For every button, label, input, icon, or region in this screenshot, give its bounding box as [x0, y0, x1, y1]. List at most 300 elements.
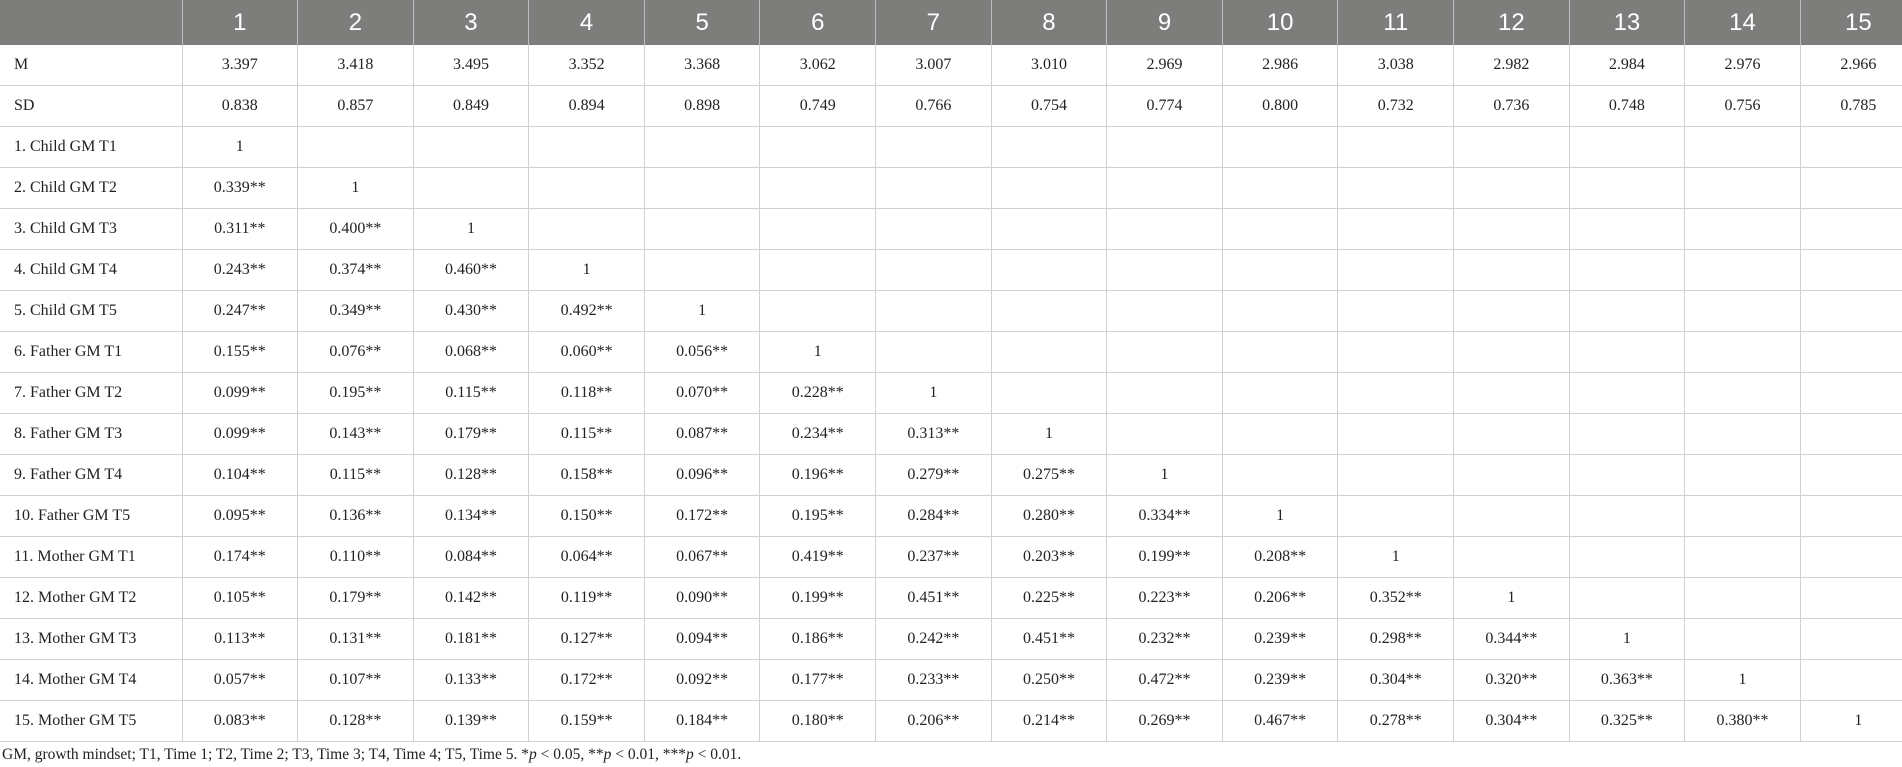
table-cell: 0.849: [413, 86, 529, 127]
table-cell: [876, 291, 992, 332]
table-row: [0, 619, 1902, 660]
table-cell: 3.495: [413, 45, 529, 86]
table-cell: 0.250**: [991, 660, 1107, 701]
table-cell: 1: [760, 332, 876, 373]
table-cell: 0.279**: [876, 455, 992, 496]
footnote-italic-p: p: [603, 746, 612, 763]
table-row: [0, 127, 1902, 168]
table-cell: 0.104**: [182, 455, 298, 496]
table-cell: 0.179**: [413, 414, 529, 455]
table-cell: 0.131**: [298, 619, 414, 660]
table-cell: 0.195**: [760, 496, 876, 537]
table-cell: 0.304**: [1338, 660, 1454, 701]
table-cell: 1: [298, 168, 414, 209]
table-cell: 1: [1222, 496, 1338, 537]
row-label: 6. Father GM T1: [0, 332, 182, 373]
table-cell: 0.430**: [413, 291, 529, 332]
table-cell: [413, 127, 529, 168]
table-cell: 0.134**: [413, 496, 529, 537]
table-cell: [876, 168, 992, 209]
table-cell: [1685, 168, 1801, 209]
table-cell: [644, 250, 760, 291]
table-cell: 1: [1685, 660, 1801, 701]
table-cell: [1107, 332, 1223, 373]
table-cell: [991, 373, 1107, 414]
table-cell: 0.785: [1800, 86, 1902, 127]
table-cell: 0.083**: [182, 701, 298, 742]
row-label: 10. Father GM T5: [0, 496, 182, 537]
table-cell: [1800, 127, 1902, 168]
table-cell: 1: [644, 291, 760, 332]
table-cell: 0.113**: [182, 619, 298, 660]
table-cell: 0.107**: [298, 660, 414, 701]
table-cell: 0.177**: [760, 660, 876, 701]
table-cell: [1107, 168, 1223, 209]
column-header-5: 5: [644, 0, 760, 45]
table-cell: [876, 332, 992, 373]
table-cell: 0.223**: [1107, 578, 1223, 619]
table-cell: 1: [413, 209, 529, 250]
table-cell: [1454, 168, 1570, 209]
table-cell: 0.186**: [760, 619, 876, 660]
table-cell: [1685, 250, 1801, 291]
table-cell: [1454, 414, 1570, 455]
table-cell: [1222, 250, 1338, 291]
table-cell: [760, 127, 876, 168]
table-cell: [413, 168, 529, 209]
table-cell: 0.748: [1569, 86, 1685, 127]
table-row: [0, 86, 1902, 127]
table-cell: 0.195**: [298, 373, 414, 414]
table-cell: 0.349**: [298, 291, 414, 332]
table-cell: 0.084**: [413, 537, 529, 578]
table-cell: 0.233**: [876, 660, 992, 701]
column-header-7: 7: [876, 0, 992, 45]
table-cell: [1222, 332, 1338, 373]
row-label: 14. Mother GM T4: [0, 660, 182, 701]
table-cell: 2.976: [1685, 45, 1801, 86]
table-row: [0, 250, 1902, 291]
table-cell: 0.184**: [644, 701, 760, 742]
table-cell: 1: [529, 250, 645, 291]
table-cell: [1685, 291, 1801, 332]
table-row: [0, 45, 1902, 86]
table-cell: [1685, 127, 1801, 168]
table-cell: 0.174**: [182, 537, 298, 578]
footnote-italic-p: p: [686, 746, 694, 763]
table-cell: [1685, 496, 1801, 537]
footnote-italic-p: p: [529, 746, 537, 763]
table-cell: 1: [1800, 701, 1902, 742]
table-cell: 0.311**: [182, 209, 298, 250]
table-cell: [1454, 209, 1570, 250]
table-cell: 0.800: [1222, 86, 1338, 127]
table-cell: 0.060**: [529, 332, 645, 373]
footnote-text: < 0.01, ***: [611, 746, 686, 763]
table-cell: 0.158**: [529, 455, 645, 496]
table-cell: 0.400**: [298, 209, 414, 250]
table-cell: 0.243**: [182, 250, 298, 291]
table-cell: [1800, 537, 1902, 578]
table-cell: 0.133**: [413, 660, 529, 701]
table-row: [0, 332, 1902, 373]
table-cell: [529, 209, 645, 250]
table-cell: [1454, 332, 1570, 373]
table-cell: [1338, 455, 1454, 496]
table-cell: 0.838: [182, 86, 298, 127]
table-cell: 0.232**: [1107, 619, 1223, 660]
header-row: [0, 0, 1902, 45]
table-cell: 0.105**: [182, 578, 298, 619]
table-cell: 0.096**: [644, 455, 760, 496]
table-cell: 3.010: [991, 45, 1107, 86]
table-cell: 0.127**: [529, 619, 645, 660]
table-cell: 0.110**: [298, 537, 414, 578]
table-cell: [1338, 373, 1454, 414]
table-cell: 0.460**: [413, 250, 529, 291]
table-cell: 2.966: [1800, 45, 1902, 86]
table-cell: [760, 291, 876, 332]
table-cell: [644, 209, 760, 250]
row-label: 7. Father GM T2: [0, 373, 182, 414]
table-cell: 0.278**: [1338, 701, 1454, 742]
table-cell: [1222, 455, 1338, 496]
table-cell: 0.898: [644, 86, 760, 127]
table-cell: 0.092**: [644, 660, 760, 701]
table-cell: [876, 250, 992, 291]
table-cell: 0.280**: [991, 496, 1107, 537]
table-cell: 3.418: [298, 45, 414, 86]
row-label: 3. Child GM T3: [0, 209, 182, 250]
table-header: [0, 0, 1902, 45]
table-cell: 0.115**: [298, 455, 414, 496]
table-cell: 0.139**: [413, 701, 529, 742]
row-label: 5. Child GM T5: [0, 291, 182, 332]
table-cell: [1685, 578, 1801, 619]
table-cell: [1569, 414, 1685, 455]
table-cell: [1685, 537, 1801, 578]
table-cell: [1569, 332, 1685, 373]
table-row: [0, 168, 1902, 209]
table-cell: [1454, 373, 1570, 414]
table-cell: 0.225**: [991, 578, 1107, 619]
table-cell: [1454, 496, 1570, 537]
table-cell: 0.180**: [760, 701, 876, 742]
table-cell: 2.984: [1569, 45, 1685, 86]
row-label: 11. Mother GM T1: [0, 537, 182, 578]
table-cell: 0.766: [876, 86, 992, 127]
table-cell: [1338, 127, 1454, 168]
table-cell: [529, 127, 645, 168]
row-label: 13. Mother GM T3: [0, 619, 182, 660]
row-label: 4. Child GM T4: [0, 250, 182, 291]
table-cell: 0.492**: [529, 291, 645, 332]
table-cell: 0.199**: [760, 578, 876, 619]
table-cell: 0.196**: [760, 455, 876, 496]
table-cell: [1800, 209, 1902, 250]
row-label: 1. Child GM T1: [0, 127, 182, 168]
table-row: [0, 537, 1902, 578]
table-cell: 2.969: [1107, 45, 1223, 86]
table-cell: [991, 209, 1107, 250]
table-cell: 0.239**: [1222, 660, 1338, 701]
table-cell: [1338, 209, 1454, 250]
table-cell: 0.756: [1685, 86, 1801, 127]
column-header-3: 3: [413, 0, 529, 45]
table-row: [0, 660, 1902, 701]
table-cell: [1800, 250, 1902, 291]
table-cell: 0.119**: [529, 578, 645, 619]
table-cell: [1569, 250, 1685, 291]
table-cell: [1569, 168, 1685, 209]
footnote-text: GM, growth mindset; T1, Time 1; T2, Time 2; T3, Time 3; T4, Time 4; T5, Time 5. *: [2, 746, 529, 763]
table-cell: [1685, 373, 1801, 414]
table-cell: [1800, 619, 1902, 660]
table-cell: 0.099**: [182, 414, 298, 455]
table-cell: 0.203**: [991, 537, 1107, 578]
table-row: [0, 414, 1902, 455]
table-cell: 0.334**: [1107, 496, 1223, 537]
table-cell: 0.472**: [1107, 660, 1223, 701]
table-cell: 0.199**: [1107, 537, 1223, 578]
table-cell: [1569, 127, 1685, 168]
table-cell: 0.056**: [644, 332, 760, 373]
table-cell: 1: [991, 414, 1107, 455]
column-header-9: 9: [1107, 0, 1223, 45]
table-cell: [1107, 414, 1223, 455]
table-cell: 0.234**: [760, 414, 876, 455]
table-cell: 0.094**: [644, 619, 760, 660]
table-cell: [991, 127, 1107, 168]
table-row: [0, 496, 1902, 537]
table-cell: 3.038: [1338, 45, 1454, 86]
table-cell: 0.339**: [182, 168, 298, 209]
table-cell: [1338, 332, 1454, 373]
table-cell: [1569, 373, 1685, 414]
table-cell: [1222, 168, 1338, 209]
table-cell: [760, 168, 876, 209]
table-cell: 0.344**: [1454, 619, 1570, 660]
table-cell: 0.155**: [182, 332, 298, 373]
table-cell: 0.419**: [760, 537, 876, 578]
table-cell: [991, 332, 1107, 373]
table-cell: 3.352: [529, 45, 645, 86]
table-cell: 0.159**: [529, 701, 645, 742]
footnote-text: < 0.01.: [693, 746, 742, 763]
table-cell: 0.363**: [1569, 660, 1685, 701]
table-cell: [991, 291, 1107, 332]
footnote-text: < 0.05, **: [536, 746, 604, 763]
column-header-2: 2: [298, 0, 414, 45]
table-cell: 0.320**: [1454, 660, 1570, 701]
column-header-11: 11: [1338, 0, 1454, 45]
table-cell: [760, 209, 876, 250]
table-cell: [1800, 660, 1902, 701]
table-cell: 3.368: [644, 45, 760, 86]
table-cell: 0.099**: [182, 373, 298, 414]
column-header-15: 15: [1800, 0, 1902, 45]
table-cell: 0.736: [1454, 86, 1570, 127]
table-cell: 2.986: [1222, 45, 1338, 86]
table-cell: [1685, 619, 1801, 660]
table-cell: [1800, 455, 1902, 496]
table-body: [0, 45, 1902, 742]
table-cell: [1454, 537, 1570, 578]
table-cell: [1800, 373, 1902, 414]
table-cell: 0.275**: [991, 455, 1107, 496]
table-cell: 0.451**: [991, 619, 1107, 660]
table-cell: [760, 250, 876, 291]
table-cell: [1800, 578, 1902, 619]
table-row: [0, 701, 1902, 742]
table-cell: [1338, 291, 1454, 332]
row-label: 2. Child GM T2: [0, 168, 182, 209]
table-cell: 0.214**: [991, 701, 1107, 742]
table-cell: [991, 168, 1107, 209]
table-cell: 0.857: [298, 86, 414, 127]
table-cell: 0.067**: [644, 537, 760, 578]
table-cell: [1338, 168, 1454, 209]
table-cell: 0.115**: [413, 373, 529, 414]
table-cell: 0.237**: [876, 537, 992, 578]
table-cell: [1569, 209, 1685, 250]
table-cell: [1338, 250, 1454, 291]
table-cell: [1454, 250, 1570, 291]
row-label: 9. Father GM T4: [0, 455, 182, 496]
table-cell: 0.239**: [1222, 619, 1338, 660]
column-header-10: 10: [1222, 0, 1338, 45]
table-cell: 0.247**: [182, 291, 298, 332]
table-cell: [1685, 414, 1801, 455]
row-label: 8. Father GM T3: [0, 414, 182, 455]
table-cell: 0.774: [1107, 86, 1223, 127]
column-header-4: 4: [529, 0, 645, 45]
table-cell: 0.090**: [644, 578, 760, 619]
table-cell: 0.142**: [413, 578, 529, 619]
table-cell: 0.754: [991, 86, 1107, 127]
row-label: 12. Mother GM T2: [0, 578, 182, 619]
table-cell: [1800, 496, 1902, 537]
table-cell: 0.732: [1338, 86, 1454, 127]
column-header-8: 8: [991, 0, 1107, 45]
table-cell: [1107, 209, 1223, 250]
table-row: [0, 291, 1902, 332]
table-cell: 0.136**: [298, 496, 414, 537]
table-cell: [1685, 332, 1801, 373]
table-cell: [1685, 209, 1801, 250]
row-label: SD: [0, 86, 182, 127]
table-cell: 0.128**: [413, 455, 529, 496]
table-cell: [1107, 291, 1223, 332]
table-cell: 0.128**: [298, 701, 414, 742]
table-cell: [876, 127, 992, 168]
table-cell: 3.007: [876, 45, 992, 86]
table-row: [0, 455, 1902, 496]
table-cell: [876, 209, 992, 250]
table-cell: [298, 127, 414, 168]
table-cell: 0.894: [529, 86, 645, 127]
table-cell: 0.076**: [298, 332, 414, 373]
table-cell: 3.397: [182, 45, 298, 86]
table-cell: 1: [1569, 619, 1685, 660]
table-cell: 0.068**: [413, 332, 529, 373]
table-cell: 0.118**: [529, 373, 645, 414]
table-cell: [1454, 455, 1570, 496]
table-cell: 0.057**: [182, 660, 298, 701]
table-cell: [1338, 414, 1454, 455]
table-cell: [1222, 414, 1338, 455]
table-cell: [1569, 455, 1685, 496]
table-cell: 0.352**: [1338, 578, 1454, 619]
row-label: M: [0, 45, 182, 86]
table-cell: 0.749: [760, 86, 876, 127]
table-cell: 0.380**: [1685, 701, 1801, 742]
table-cell: [1569, 537, 1685, 578]
table-cell: 0.206**: [1222, 578, 1338, 619]
table-cell: [1222, 127, 1338, 168]
table-cell: 2.982: [1454, 45, 1570, 86]
table-cell: 0.150**: [529, 496, 645, 537]
table-cell: 0.070**: [644, 373, 760, 414]
table-cell: [1800, 168, 1902, 209]
table-cell: 1: [1338, 537, 1454, 578]
table-cell: 0.087**: [644, 414, 760, 455]
table-cell: 0.298**: [1338, 619, 1454, 660]
column-header-12: 12: [1454, 0, 1570, 45]
table-cell: 1: [1454, 578, 1570, 619]
header-cell-blank: [0, 0, 182, 45]
table-cell: 0.208**: [1222, 537, 1338, 578]
table-cell: [1800, 332, 1902, 373]
table-row: [0, 578, 1902, 619]
table-cell: [1222, 373, 1338, 414]
table-cell: 0.451**: [876, 578, 992, 619]
table-cell: [1454, 291, 1570, 332]
table-cell: [1800, 291, 1902, 332]
column-header-6: 6: [760, 0, 876, 45]
table-cell: 0.325**: [1569, 701, 1685, 742]
table-cell: 0.374**: [298, 250, 414, 291]
row-label: 15. Mother GM T5: [0, 701, 182, 742]
table-cell: 0.467**: [1222, 701, 1338, 742]
table-cell: 0.172**: [529, 660, 645, 701]
column-header-14: 14: [1685, 0, 1801, 45]
table-cell: [1800, 414, 1902, 455]
table-cell: 1: [876, 373, 992, 414]
table-cell: 0.064**: [529, 537, 645, 578]
column-header-13: 13: [1569, 0, 1685, 45]
table-cell: [1569, 496, 1685, 537]
table-cell: 3.062: [760, 45, 876, 86]
table-cell: [1338, 496, 1454, 537]
table-cell: 0.181**: [413, 619, 529, 660]
table-cell: 0.115**: [529, 414, 645, 455]
table-cell: [1454, 127, 1570, 168]
table-cell: 0.143**: [298, 414, 414, 455]
table-cell: 0.242**: [876, 619, 992, 660]
table-cell: [1569, 291, 1685, 332]
table-cell: 0.172**: [644, 496, 760, 537]
table-cell: 0.284**: [876, 496, 992, 537]
table-cell: 0.228**: [760, 373, 876, 414]
table-cell: [1569, 578, 1685, 619]
table-cell: [1107, 127, 1223, 168]
table-cell: 0.304**: [1454, 701, 1570, 742]
table-cell: [1107, 373, 1223, 414]
table-cell: [1107, 250, 1223, 291]
table-cell: 0.313**: [876, 414, 992, 455]
table-cell: [991, 250, 1107, 291]
